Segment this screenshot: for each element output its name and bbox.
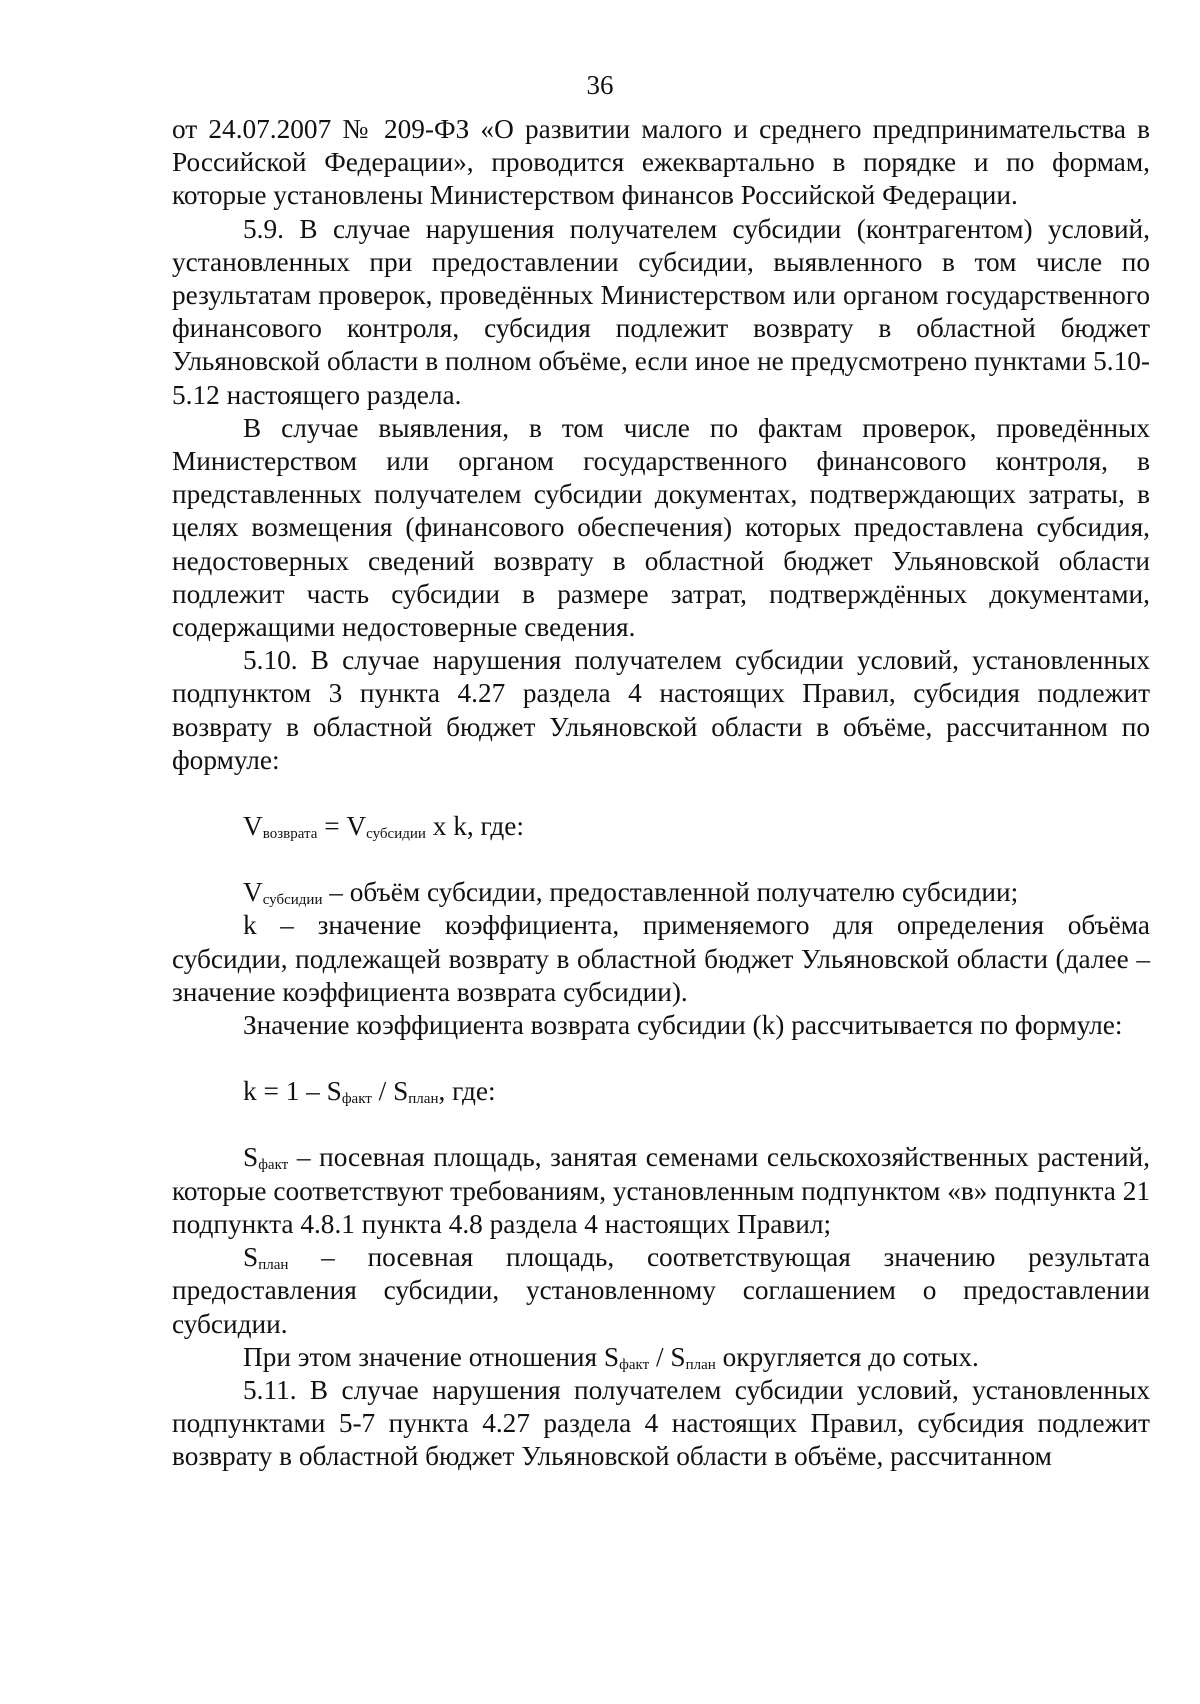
paragraph-5-11: 5.11. В случае нарушения получателем субсидии условий, установленных подпунктами 5-7 пункта 4.27 раздела 4 настоящих Правил, субсидия подлежит возврату в областной бюджет Ульяновской области в объёме, рассчитанном	[172, 1374, 1150, 1472]
definition-s-plan: $S_{план}$ – посевная площадь, соответствующая значению результата предоставления субсидии, установленному соглашением о предоставлении субсидии.	[172, 1242, 1150, 1339]
paragraph-rounding: При этом значение отношения $S_{факт} / S_{план}$ округляется до сотых.	[243, 1341, 979, 1373]
document-body	[172, 113, 1150, 1474]
definition-k: k – значение коэффициента, применяемого для определения объёма субсидии, подлежащей возврату в областной бюджет Ульяновской области (далее – значение коэффициента возврата субсидии).	[172, 910, 1150, 1007]
paragraph-5-10: 5.10. В случае нарушения получателем субсидии условий, установленных подпунктом 3 пункта 4.27 раздела 4 настоящих Правил, субсидия подлежит возврату в областной бюджет Ульяновской области в объёме, рассчитанном по формуле:	[172, 645, 1150, 775]
formula-k: $k = 1 - S_{факт} / S_{план}$, где:	[243, 1076, 496, 1108]
paragraph-unreliable-data: В случае выявления, в том числе по фактам проверок, проведённых Министерством или органом государственного финансового контроля, в представленных получателем субсидии документах, подтверждающих затраты, в целях возмещения (финансового обеспечения) которых предоставлена субсидия, недостоверных сведений возврату в областной бюджет Ульяновской области подлежит часть субсидии в размере затрат, подтверждённых документами, содержащими недостоверные сведения.	[172, 412, 1150, 643]
definition-s-fact: $S_{факт}$ – посевная площадь, занятая семенами сельскохозяйственных растений, которые соответствуют требованиям, установленным подпунктом «в» подпункта 21 подпункта 4.8.1 пункта 4.8 раздела 4 настоящих Правил;	[172, 1142, 1150, 1239]
definition-v-subsidy: $V_{субсидии}$ – объём субсидии, предоставленной получателю субсидии;	[243, 877, 1019, 909]
formula-return-volume: $V_{возврата} = V_{субсидии}$ x k, где:	[243, 811, 524, 843]
page-number: 36	[586, 70, 614, 100]
paragraph-continuation: от 24.07.2007 № 209-ФЗ «О развитии малого и среднего предпринимательства в Российской Федерации», проводится ежеквартально в порядке и по формам, которые установлены Министерством финансов Российской Федерации.	[172, 114, 1150, 211]
paragraph-5-9: 5.9. В случае нарушения получателем субсидии (контрагентом) условий, установленных при предоставлении субсидии, выявленного в том числе по результатам проверок, проведённых Министерством или органом государственного финансового контроля, субсидия подлежит возврату в областной бюджет Ульяновской области в полном объёме, если иное не предусмотрено пунктами 5.10-5.12 настоящего раздела.	[172, 213, 1150, 410]
paragraph-k-value: Значение коэффициента возврата субсидии (k) рассчитывается по формуле:	[243, 1010, 1123, 1041]
